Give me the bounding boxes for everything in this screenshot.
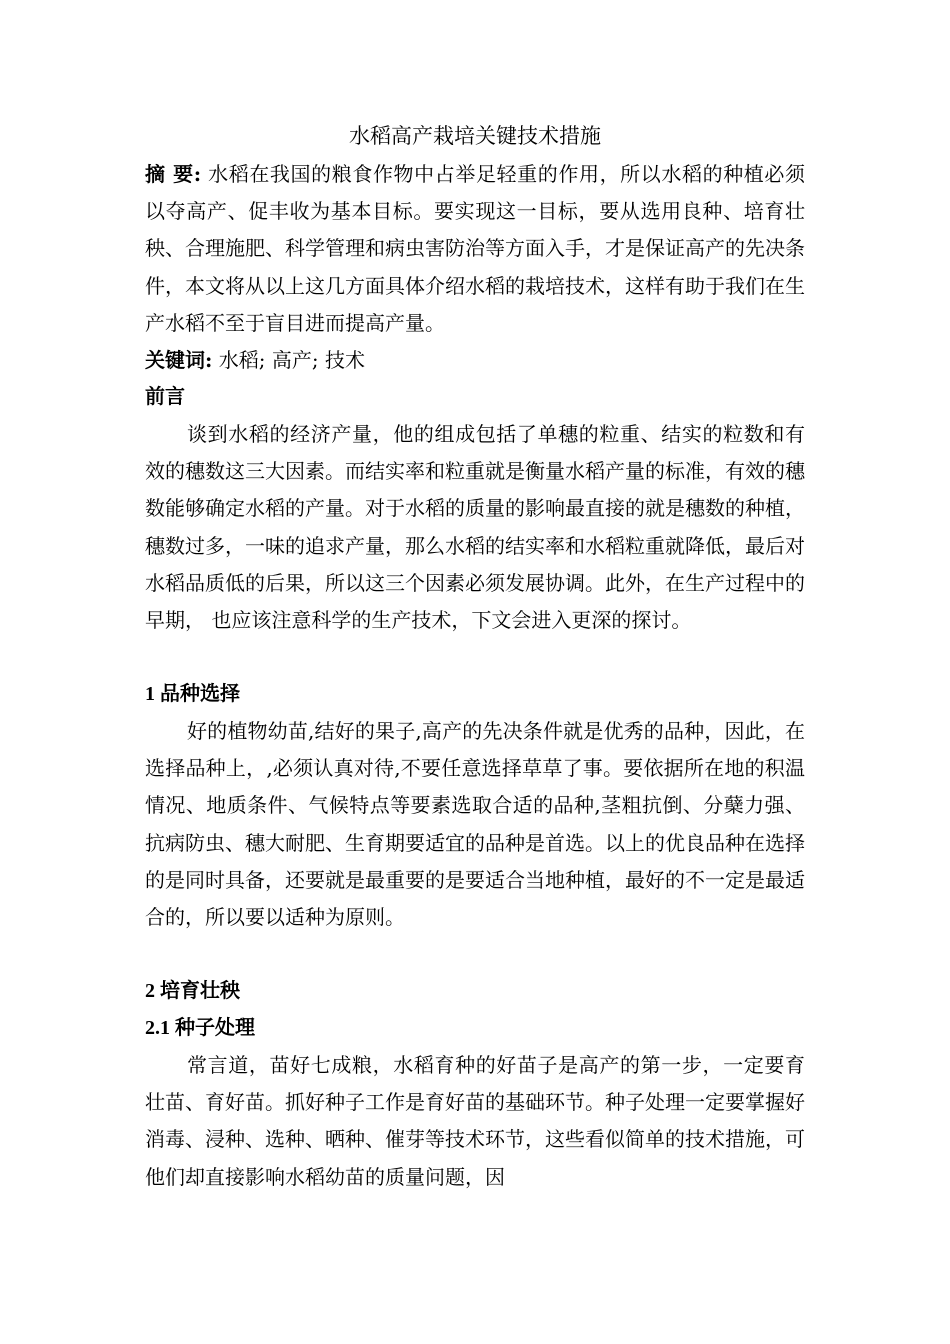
document-title: 水稻高产栽培关键技术措施 <box>349 124 601 148</box>
keywords-paragraph <box>145 342 805 379</box>
section-2-heading: 2 培育壮秧 <box>145 980 240 1002</box>
section-1-heading: 1 品种选择 <box>145 683 240 705</box>
section-1-paragraph: 好的植物幼苗,结好的果子,高产的先决条件就是优秀的品种，因此，在选择品种上，,必须认真对待,不要任意选择草草了事。要依据所在地的积温情况、地质条件、气候特点等要素选取合适的品种,茎粗抗倒、分蘖力强、抗病防虫、穗大耐肥、生育期要适宜的品种是首选。以上的优良品种在选择的是同时具备，还要就是最重要的是要适合当地种植，最好的不一定是最适合的，所以要以适种为原则。 <box>145 719 805 930</box>
abstract-paragraph <box>145 156 805 342</box>
abstract-label: 摘 要: <box>145 162 202 186</box>
preface-heading: 前言 <box>145 386 185 408</box>
keywords-text: 水稻; 高产; 技术 <box>218 348 365 372</box>
abstract-text: 水稻在我国的粮食作物中占举足轻重的作用，所以水稻的种植必须以夺高产、促丰收为基本目标。要实现这一目标，要从选用良种、培育壮秧、合理施肥、科学管理和病虫害防治等方面入手，才是保证高产的先决条件，本文将从以上这几方面具体介绍水稻的栽培技术，这样有助于我们在生产水稻不至于盲目进而提高产量。 <box>145 162 805 335</box>
keywords-label: 关键词: <box>145 348 213 372</box>
section-2-1-paragraph: 常言道，苗好七成粮，水稻育种的好苗子是高产的第一步，一定要育壮苗、育好苗。抓好种子工作是育好苗的基础环节。种子处理一定要掌握好消毒、浸种、选种、晒种、催芽等技术环节，这些看似简单的技术措施，可他们却直接影响水稻幼苗的质量问题，因 <box>145 1053 805 1189</box>
section-2-1-heading: 2.1 种子处理 <box>145 1017 255 1039</box>
preface-paragraph: 谈到水稻的经济产量，他的组成包括了单穗的粒重、结实的粒数和有效的穗数这三大因素。而结实率和粒重就是衡量水稻产量的标准，有效的穗数能够确定水稻的产量。对于水稻的质量的影响最直接的就是穗数的种植，穗数过多，一味的追求产量，那么水稻的结实率和水稻粒重就降低，最后对水稻品质低的后果，所以这三个因素必须发展协调。此外，在生产过程中的早期， 也应该注意科学的生产技术，下文会进入更深的探讨。 <box>145 422 805 633</box>
